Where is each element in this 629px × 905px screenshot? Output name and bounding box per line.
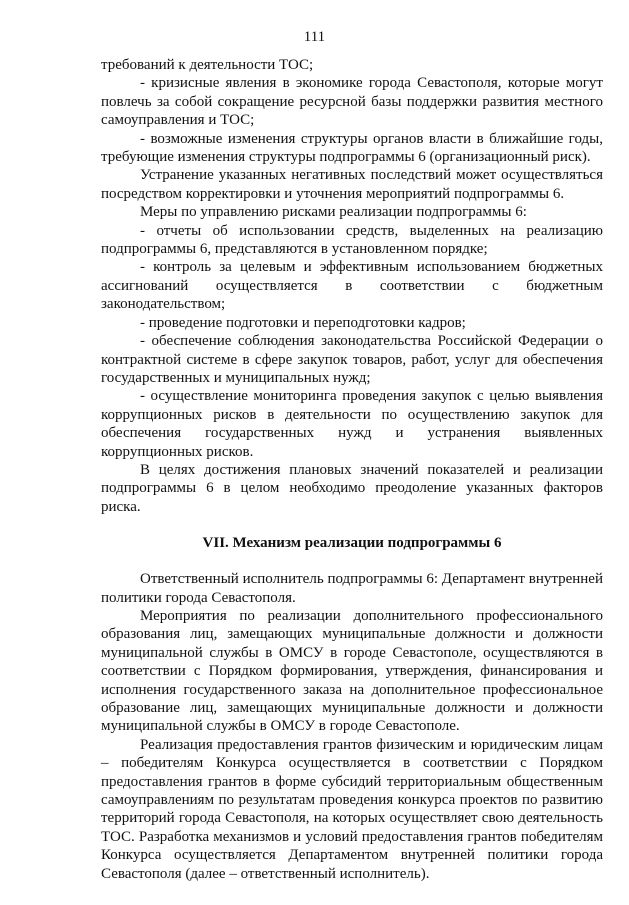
paragraph: Меры по управлению рисками реализации подпрограммы 6: [140, 204, 527, 221]
paragraph: - обеспечение соблюдения законодательства Российской Федерации о контрактной системе в сфере закупок товаров, работ, услуг для обеспечения государственных и муниципальных нужд; [101, 333, 603, 386]
paragraph: Реализация предоставления грантов физическим и юридическим лицам – победителям Конкурса осуществляется в соответствии с Порядком предоставления грантов в форме субсидий территориальным общественным самоуправлениям по результатам проведения конкурса проектов по развитию территорий города Севастополя, на которых осуществляет свою деятельность ТОС. Разработка механизмов и условий предоставления грантов победителям Конкурса осуществляется Департаментом внутренней политики города Севастополя (далее – ответственный исполнитель). [101, 736, 603, 882]
section-heading: VII. Механизм реализации подпрограммы 6 [202, 535, 502, 552]
paragraph: - возможные изменения структуры органов власти в ближайшие годы, требующие изменения структуры подпрограммы 6 (организационный риск). [101, 130, 603, 166]
paragraph: требований к деятельности ТОС; [101, 57, 314, 73]
paragraph: - отчеты об использовании средств, выделенных на реализацию подпрограммы 6, представляются в установленном порядке; [101, 222, 603, 258]
page-body [101, 56, 603, 883]
paragraph: - осуществление мониторинга проведения закупок с целью выявления коррупционных рисков в деятельности по осуществлению закупок для обеспечения государственных нужд и устранения выявленных коррупционных рисков. [101, 388, 603, 460]
paragraph: - контроль за целевым и эффективным использованием бюджетных ассигнований осуществляется в соответствии с бюджетным законодательством; [101, 259, 603, 313]
paragraph: Устранение указанных негативных последствий может осуществляться посредством корректировки и уточнения мероприятий подпрограммы 6. [101, 167, 603, 202]
paragraph: Мероприятия по реализации дополнительного профессионального образования лиц, замещающих муниципальные должности и должности муниципальной службы в ОМСУ в городе Севастополе, осуществляются в соответствии с Порядком формирования, утверждения, финансирования и исполнения государственного заказа на дополнительное профессиональное образование лиц, замещающих муниципальные должности и должности муниципальной службы в ОМСУ в городе Севастополе. [101, 607, 603, 735]
page-number: 111 [303, 29, 326, 45]
mechanism-section-text [101, 570, 603, 883]
paragraph: В целях достижения плановых значений показателей и реализации подпрограммы 6 в целом необходимо преодоление указанных факторов риска. [101, 461, 603, 515]
paragraph: - кризисные явления в экономике города Севастополя, которые могут повлечь за собой сокращение ресурсной базы поддержки развития местного самоуправления и ТОС; [101, 75, 603, 129]
paragraph: - проведение подготовки и переподготовки кадров; [140, 314, 466, 331]
risk-section-text [101, 56, 603, 516]
paragraph: Ответственный исполнитель подпрограммы 6: Департамент внутренней политики города Севастополя. [101, 571, 603, 606]
